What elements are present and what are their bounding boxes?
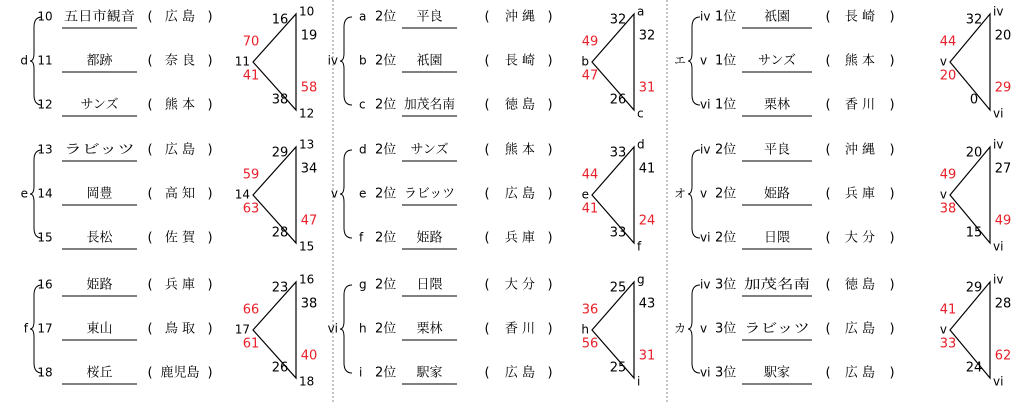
score-bottom: 33 <box>609 225 627 241</box>
paren-close: ) <box>547 277 553 293</box>
prefecture: 佐 賀 <box>164 230 196 246</box>
prefecture: 沖 縄 <box>844 142 876 158</box>
score-right-upper: 27 <box>994 161 1012 177</box>
paren-open: ( <box>147 53 153 69</box>
vertex-left-label: 14 <box>234 187 250 202</box>
rank-label: 2位 <box>715 230 737 246</box>
prefecture: 香 川 <box>504 321 536 337</box>
paren-close: ) <box>207 365 213 381</box>
rank-label: 2位 <box>715 186 737 202</box>
score-red-right-lower: 47 <box>300 213 318 229</box>
score-red-upper-left: 49 <box>581 34 599 50</box>
team-name: 姫路 <box>416 230 443 246</box>
rank-label: 1位 <box>715 9 737 25</box>
seed-label: vi <box>700 230 711 245</box>
rank-label: 1位 <box>715 53 737 69</box>
prefecture: 広 島 <box>164 142 196 158</box>
seed-label: a <box>359 9 367 24</box>
score-top: 20 <box>965 145 983 161</box>
paren-close: ) <box>207 186 213 202</box>
paren-close: ) <box>889 9 895 25</box>
score-red-lower-left: 38 <box>939 201 957 217</box>
vertex-bottom-label: vi <box>993 239 1004 254</box>
group-0-1 <box>21 138 318 254</box>
team-name: ラビッツ <box>404 186 455 202</box>
team-name: 平良 <box>416 9 443 25</box>
group-2-1 <box>674 138 1011 254</box>
paren-close: ) <box>207 9 213 25</box>
rank-label: 2位 <box>375 321 397 337</box>
score-right-upper: 41 <box>638 161 656 177</box>
vertex-top-label: g <box>637 272 645 287</box>
vertex-top-label: iv <box>993 137 1004 152</box>
score-red-lower-left: 56 <box>581 336 599 352</box>
score-red-upper-left: 36 <box>581 302 599 318</box>
prefecture: 香 川 <box>844 97 876 113</box>
paren-open: ( <box>147 321 153 337</box>
paren-open: ( <box>147 142 153 158</box>
prefecture: 大 分 <box>504 277 536 293</box>
group-2-2 <box>674 273 1011 389</box>
paren-close: ) <box>207 142 213 158</box>
paren-open: ( <box>484 277 490 293</box>
paren-open: ( <box>825 230 831 246</box>
score-right-upper: 34 <box>300 161 318 177</box>
vertex-left-label: h <box>581 322 589 337</box>
paren-open: ( <box>825 97 831 113</box>
prefecture: 高 知 <box>164 186 196 202</box>
team-name: 平良 <box>763 142 791 158</box>
group-0-2 <box>24 273 318 389</box>
paren-close: ) <box>547 186 553 202</box>
paren-close: ) <box>547 321 553 337</box>
paren-close: ) <box>207 53 213 69</box>
rank-label: 2位 <box>375 230 397 246</box>
prefecture: 熊 本 <box>504 142 536 158</box>
group-bracket <box>340 285 352 373</box>
rank-label: 3位 <box>715 277 737 293</box>
vertex-bottom-label: vi <box>993 106 1004 121</box>
score-red-lower-left: 41 <box>242 68 260 84</box>
paren-close: ) <box>889 97 895 113</box>
rank-label: 2位 <box>375 186 397 202</box>
group-bracket <box>340 150 352 238</box>
team-name: 都跡 <box>86 53 113 69</box>
team-name: 岡豊 <box>86 186 113 202</box>
paren-close: ) <box>547 9 553 25</box>
seed-label: c <box>359 97 366 112</box>
score-red-right-lower: 58 <box>300 80 318 96</box>
group-label: v <box>330 186 338 201</box>
paren-close: ) <box>207 97 213 113</box>
group-0-0 <box>20 5 317 121</box>
vertex-bottom-label: c <box>637 106 644 121</box>
paren-open: ( <box>484 186 490 202</box>
score-red-upper-left: 49 <box>939 167 957 183</box>
rank-label: 2位 <box>375 53 397 69</box>
prefecture: 兵 庫 <box>504 230 536 246</box>
team-name: ラビッツ <box>64 142 135 158</box>
paren-close: ) <box>889 321 895 337</box>
team-name: 加茂名南 <box>404 97 457 113</box>
score-red-lower-left: 20 <box>939 68 957 84</box>
vertex-top-label: 13 <box>299 137 315 152</box>
paren-open: ( <box>825 365 831 381</box>
score-red-right-lower: 62 <box>994 348 1012 364</box>
score-right-upper: 43 <box>638 296 656 312</box>
vertex-left-label: b <box>581 54 589 69</box>
rank-label: 2位 <box>375 97 397 113</box>
vertex-left-label: v <box>939 322 947 337</box>
paren-open: ( <box>825 186 831 202</box>
seed-label: d <box>359 142 367 157</box>
team-name: 栗林 <box>763 97 791 113</box>
team-name: サンズ <box>410 142 449 158</box>
team-name: 駅家 <box>416 365 443 381</box>
prefecture: 長 崎 <box>844 9 876 25</box>
rank-label: 3位 <box>715 321 737 337</box>
paren-close: ) <box>207 230 213 246</box>
vertex-left-label: v <box>939 187 947 202</box>
team-name: サンズ <box>80 97 119 113</box>
group-label: カ <box>673 321 686 336</box>
paren-open: ( <box>825 142 831 158</box>
score-red-upper-left: 59 <box>242 167 260 183</box>
score-red-right-lower: 49 <box>994 213 1012 229</box>
score-red-upper-left: 44 <box>939 34 957 50</box>
team-name: 祇園 <box>763 9 791 25</box>
paren-open: ( <box>484 142 490 158</box>
prefecture: 奈 良 <box>164 53 196 69</box>
score-top: 32 <box>609 12 627 28</box>
group-label: vi <box>327 321 338 336</box>
paren-open: ( <box>825 53 831 69</box>
paren-open: ( <box>825 277 831 293</box>
score-top: 23 <box>271 280 289 296</box>
vertex-bottom-label: i <box>637 374 641 389</box>
team-name: 駅家 <box>763 365 791 381</box>
vertex-left-label: 17 <box>234 322 250 337</box>
paren-open: ( <box>484 230 490 246</box>
vertex-left-label: 11 <box>234 54 250 69</box>
group-1-2 <box>328 273 656 389</box>
group-bracket <box>688 285 700 373</box>
rank-label: 2位 <box>715 142 737 158</box>
vertex-left-label: v <box>939 54 947 69</box>
vertex-bottom-label: 15 <box>299 239 315 254</box>
group-label: エ <box>673 53 686 68</box>
prefecture: 大 分 <box>844 230 876 246</box>
score-red-right-lower: 24 <box>638 213 656 229</box>
seed-label: 13 <box>37 142 53 157</box>
seed-label: h <box>359 321 367 336</box>
prefecture: 広 島 <box>504 186 536 202</box>
score-red-right-lower: 29 <box>994 80 1012 96</box>
seed-label: vi <box>700 365 711 380</box>
paren-open: ( <box>147 230 153 246</box>
vertex-bottom-label: f <box>637 239 642 254</box>
team-name: 桜丘 <box>86 365 113 381</box>
rank-label: 2位 <box>375 9 397 25</box>
paren-open: ( <box>147 277 153 293</box>
team-name: 日隈 <box>763 230 791 246</box>
vertex-top-label: 16 <box>299 272 315 287</box>
seed-label: iv <box>700 277 711 292</box>
paren-open: ( <box>484 53 490 69</box>
paren-open: ( <box>484 9 490 25</box>
score-red-upper-left: 44 <box>581 167 599 183</box>
paren-close: ) <box>889 230 895 246</box>
score-right-upper: 20 <box>994 28 1012 44</box>
paren-close: ) <box>889 53 895 69</box>
vertex-bottom-label: vi <box>993 374 1004 389</box>
paren-close: ) <box>547 365 553 381</box>
vertex-top-label: a <box>637 4 645 19</box>
score-bottom: 25 <box>609 360 627 376</box>
paren-open: ( <box>825 9 831 25</box>
team-name: 日隈 <box>416 277 443 293</box>
seed-label: 18 <box>37 365 53 380</box>
prefecture: 兵 庫 <box>844 186 876 202</box>
rank-label: 2位 <box>375 277 397 293</box>
score-bottom: 26 <box>609 92 627 108</box>
score-red-upper-left: 66 <box>242 302 260 318</box>
score-bottom: 38 <box>271 92 289 108</box>
score-right-upper: 19 <box>300 28 318 44</box>
paren-close: ) <box>547 230 553 246</box>
score-red-upper-left: 70 <box>242 34 260 50</box>
score-red-upper-left: 41 <box>939 302 957 318</box>
seed-label: 16 <box>37 277 53 292</box>
seed-label: b <box>359 53 367 68</box>
group-bracket <box>340 17 352 105</box>
prefecture: 広 島 <box>844 321 876 337</box>
team-name: 長松 <box>86 230 113 246</box>
paren-open: ( <box>147 97 153 113</box>
vertex-top-label: iv <box>993 4 1004 19</box>
score-bottom: 28 <box>271 225 289 241</box>
vertex-top-label: d <box>637 137 645 152</box>
score-red-right-lower: 40 <box>300 348 318 364</box>
seed-label: iv <box>700 142 711 157</box>
team-name: 五日市観音 <box>64 9 135 25</box>
score-red-lower-left: 41 <box>581 201 599 217</box>
group-bracket <box>688 150 700 238</box>
seed-label: 14 <box>37 186 53 201</box>
paren-open: ( <box>825 321 831 337</box>
paren-open: ( <box>484 321 490 337</box>
paren-close: ) <box>889 142 895 158</box>
paren-open: ( <box>147 365 153 381</box>
group-label: e <box>20 186 28 201</box>
paren-close: ) <box>547 142 553 158</box>
seed-label: 11 <box>37 53 53 68</box>
vertex-bottom-label: 18 <box>299 374 315 389</box>
rank-label: 3位 <box>715 365 737 381</box>
score-right-upper: 38 <box>300 296 318 312</box>
prefecture: 徳 島 <box>504 97 536 113</box>
seed-label: iv <box>700 9 711 24</box>
rank-label: 2位 <box>375 365 397 381</box>
seed-label: i <box>359 365 363 380</box>
vertex-left-label: e <box>581 187 589 202</box>
team-name: 姫路 <box>86 277 113 293</box>
seed-label: v <box>700 186 708 201</box>
team-name: 加茂名南 <box>744 277 797 293</box>
score-red-lower-left: 63 <box>242 201 260 217</box>
team-name: 姫路 <box>763 186 791 202</box>
score-red-right-lower: 31 <box>638 348 656 364</box>
score-top: 29 <box>271 145 289 161</box>
seed-label: 17 <box>37 321 53 336</box>
prefecture: 熊 本 <box>164 97 196 113</box>
paren-open: ( <box>484 365 490 381</box>
seed-label: e <box>359 186 367 201</box>
paren-close: ) <box>207 277 213 293</box>
prefecture: 広 島 <box>844 365 876 381</box>
team-name: 祇園 <box>416 53 443 69</box>
seed-label: 10 <box>37 9 53 24</box>
paren-close: ) <box>547 97 553 113</box>
score-top: 16 <box>271 12 289 28</box>
vertex-top-label: 10 <box>299 4 315 19</box>
score-top: 29 <box>965 280 983 296</box>
paren-close: ) <box>889 365 895 381</box>
score-bottom: 24 <box>965 360 983 376</box>
team-name: ラビッツ <box>744 321 810 337</box>
score-right-upper: 28 <box>994 296 1012 312</box>
seed-label: vi <box>700 97 711 112</box>
prefecture: 兵 庫 <box>164 277 196 293</box>
score-bottom: 0 <box>969 92 979 108</box>
prefecture: 長 崎 <box>504 53 536 69</box>
group-1-0 <box>328 5 656 121</box>
score-red-right-lower: 31 <box>638 80 656 96</box>
score-red-lower-left: 47 <box>581 68 599 84</box>
team-name: 東山 <box>86 321 113 337</box>
paren-close: ) <box>889 186 895 202</box>
team-name: 栗林 <box>416 321 443 337</box>
group-label: オ <box>673 186 686 201</box>
score-top: 25 <box>609 280 627 296</box>
prefecture: 熊 本 <box>844 53 876 69</box>
paren-close: ) <box>889 277 895 293</box>
group-label: d <box>20 53 28 68</box>
prefecture: 広 島 <box>164 9 196 25</box>
paren-close: ) <box>547 53 553 69</box>
score-bottom: 15 <box>965 225 983 241</box>
score-top: 32 <box>965 12 983 28</box>
paren-open: ( <box>147 9 153 25</box>
score-red-lower-left: 33 <box>939 336 957 352</box>
group-label: f <box>23 321 28 336</box>
paren-close: ) <box>207 321 213 337</box>
prefecture: 徳 島 <box>844 277 876 293</box>
score-red-lower-left: 61 <box>242 336 260 352</box>
seed-label: f <box>359 230 364 245</box>
paren-open: ( <box>484 97 490 113</box>
seed-label: 15 <box>37 230 53 245</box>
team-name: サンズ <box>758 53 796 69</box>
seed-label: 12 <box>37 97 53 112</box>
group-bracket <box>688 17 700 105</box>
prefecture: 鳥 取 <box>164 321 196 337</box>
score-top: 33 <box>609 145 627 161</box>
rank-label: 1位 <box>715 97 737 113</box>
seed-label: v <box>700 321 708 336</box>
paren-open: ( <box>147 186 153 202</box>
prefecture: 沖 縄 <box>504 9 536 25</box>
seed-label: v <box>700 53 708 68</box>
prefecture: 鹿児島 <box>160 365 200 381</box>
vertex-bottom-label: 12 <box>299 106 315 121</box>
score-right-upper: 32 <box>638 28 656 44</box>
group-1-1 <box>331 138 655 254</box>
vertex-top-label: iv <box>993 272 1004 287</box>
prefecture: 広 島 <box>504 365 536 381</box>
group-2-0 <box>674 5 1011 121</box>
rank-label: 2位 <box>375 142 397 158</box>
seed-label: g <box>359 277 367 292</box>
group-label: iv <box>327 53 338 68</box>
score-bottom: 26 <box>271 360 289 376</box>
